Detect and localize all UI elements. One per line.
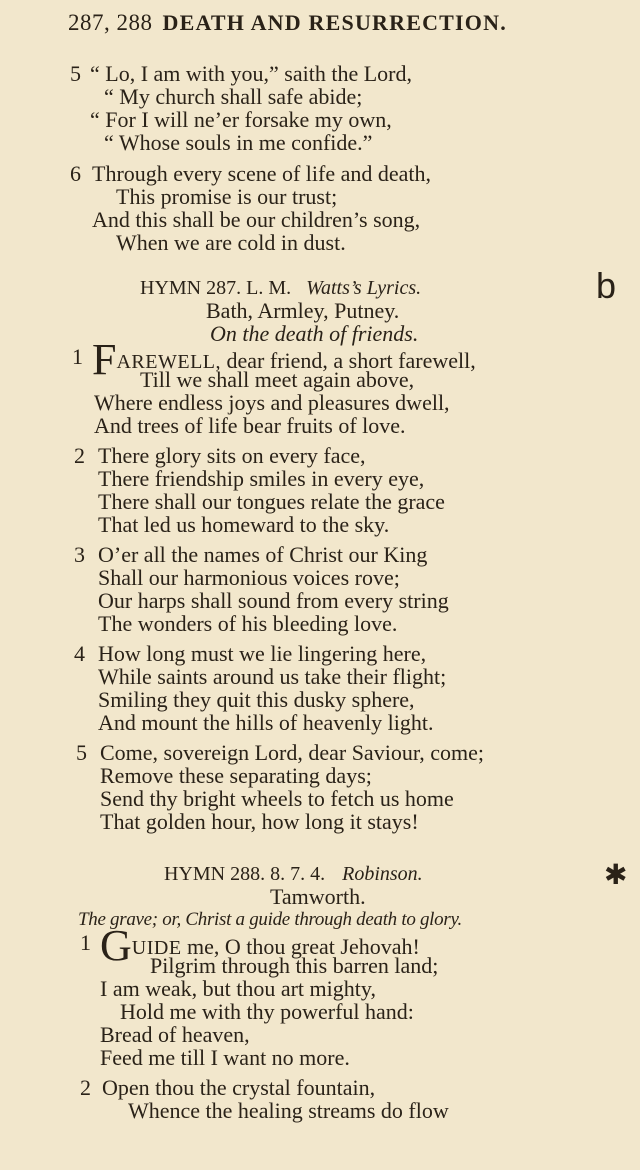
verse-line-tail: dear friend, a short farewell, <box>221 348 476 373</box>
page-title: DEATH AND RESURRECTION. <box>162 10 507 35</box>
stanza-number: 1 <box>72 344 83 369</box>
verse-line: “ My church shall safe abide; <box>104 84 363 109</box>
page-header <box>68 10 507 36</box>
page-numbers: 287, 288 <box>68 10 153 35</box>
stanza-number: 4 <box>74 641 85 666</box>
verse-line: There glory sits on every face, <box>98 443 366 468</box>
stanza-number: 5 <box>76 740 87 765</box>
hymn-number-meter: HYMN 288. 8. 7. 4. <box>164 863 326 885</box>
handwritten-margin-mark: ✱ <box>604 860 628 891</box>
verse-line: Where endless joys and pleasures dwell, <box>94 390 450 415</box>
verse-line: This promise is our trust; <box>116 184 338 209</box>
small-caps-word: AREWELL, <box>116 351 222 373</box>
small-caps-word: UIDE <box>131 937 182 959</box>
stanza-number: 2 <box>74 443 85 468</box>
hymn-tunes: Tamworth. <box>270 884 366 909</box>
verse-line: “ For I will ne’er forsake my own, <box>90 107 392 132</box>
verse-line-tail: me, O thou great Jehovah! <box>181 934 420 959</box>
verse-line: Open thou the crystal fountain, <box>102 1075 376 1100</box>
verse-line: Come, sovereign Lord, dear Saviour, come; <box>100 740 485 765</box>
verse-line: Hold me with thy powerful hand: <box>120 999 414 1024</box>
verse-line: And mount the hills of heavenly light. <box>98 710 434 735</box>
verse-line: Smiling they quit this dusky sphere, <box>98 687 415 712</box>
stanza-number: 2 <box>80 1075 91 1100</box>
verse-line: I am weak, but thou art mighty, <box>100 976 376 1001</box>
verse-line: There friendship smiles in every eye, <box>98 466 425 491</box>
verse-line: Shall our harmonious voices rove; <box>98 565 400 590</box>
verse-line: Bread of heaven, <box>100 1022 250 1047</box>
verse-line: “ Whose souls in me confide.” <box>104 130 373 155</box>
verse-line: Send thy bright wheels to fetch us home <box>100 786 454 811</box>
drop-capital: G <box>100 921 132 970</box>
verse-line: “ Lo, I am with you,” saith the Lord, <box>90 61 412 86</box>
stanza-number: 5 <box>70 61 81 86</box>
stanza-number: 1 <box>80 930 91 955</box>
hymn-heading <box>140 276 421 300</box>
hymn-subject: On the death of friends. <box>210 321 419 346</box>
verse-line: The wonders of his bleeding love. <box>98 611 398 636</box>
hymn-heading <box>164 862 423 886</box>
verse-line: Remove these separating days; <box>100 763 372 788</box>
stanza-number: 3 <box>74 542 85 567</box>
hymn-author: Watts’s Lyrics. <box>306 277 422 299</box>
hymn-subject: The grave; or, Christ a guide through death to glory. <box>78 909 462 930</box>
verse-line: And this shall be our children’s song, <box>92 207 421 232</box>
verse-line: When we are cold in dust. <box>116 230 346 255</box>
handwritten-margin-mark: b <box>596 265 617 306</box>
verse-line: Whence the healing streams do flow <box>128 1098 449 1123</box>
verse-line: Our harps shall sound from every string <box>98 588 449 613</box>
hymn-number-meter: HYMN 287. L. M. <box>140 277 292 299</box>
verse-line: Through every scene of life and death, <box>92 161 432 186</box>
hymn-tunes: Bath, Armley, Putney. <box>206 298 400 323</box>
verse-line: Pilgrim through this barren land; <box>150 953 439 978</box>
verse-line: O’er all the names of Christ our King <box>98 542 428 567</box>
verse-line: While saints around us take their flight; <box>98 664 447 689</box>
verse-line: And trees of life bear fruits of love. <box>94 413 406 438</box>
drop-capital: F <box>92 335 117 384</box>
verse-line: That led us homeward to the sky. <box>98 512 390 537</box>
verse-line: Feed me till I want no more. <box>100 1045 350 1070</box>
verse-line: Till we shall meet again above, <box>140 367 415 392</box>
hymn-author: Robinson. <box>342 863 423 885</box>
stanza-number: 6 <box>70 161 81 186</box>
verse-line: There shall our tongues relate the grace <box>98 489 445 514</box>
verse-line: How long must we lie lingering here, <box>98 641 427 666</box>
verse-line: That golden hour, how long it stays! <box>100 809 419 834</box>
